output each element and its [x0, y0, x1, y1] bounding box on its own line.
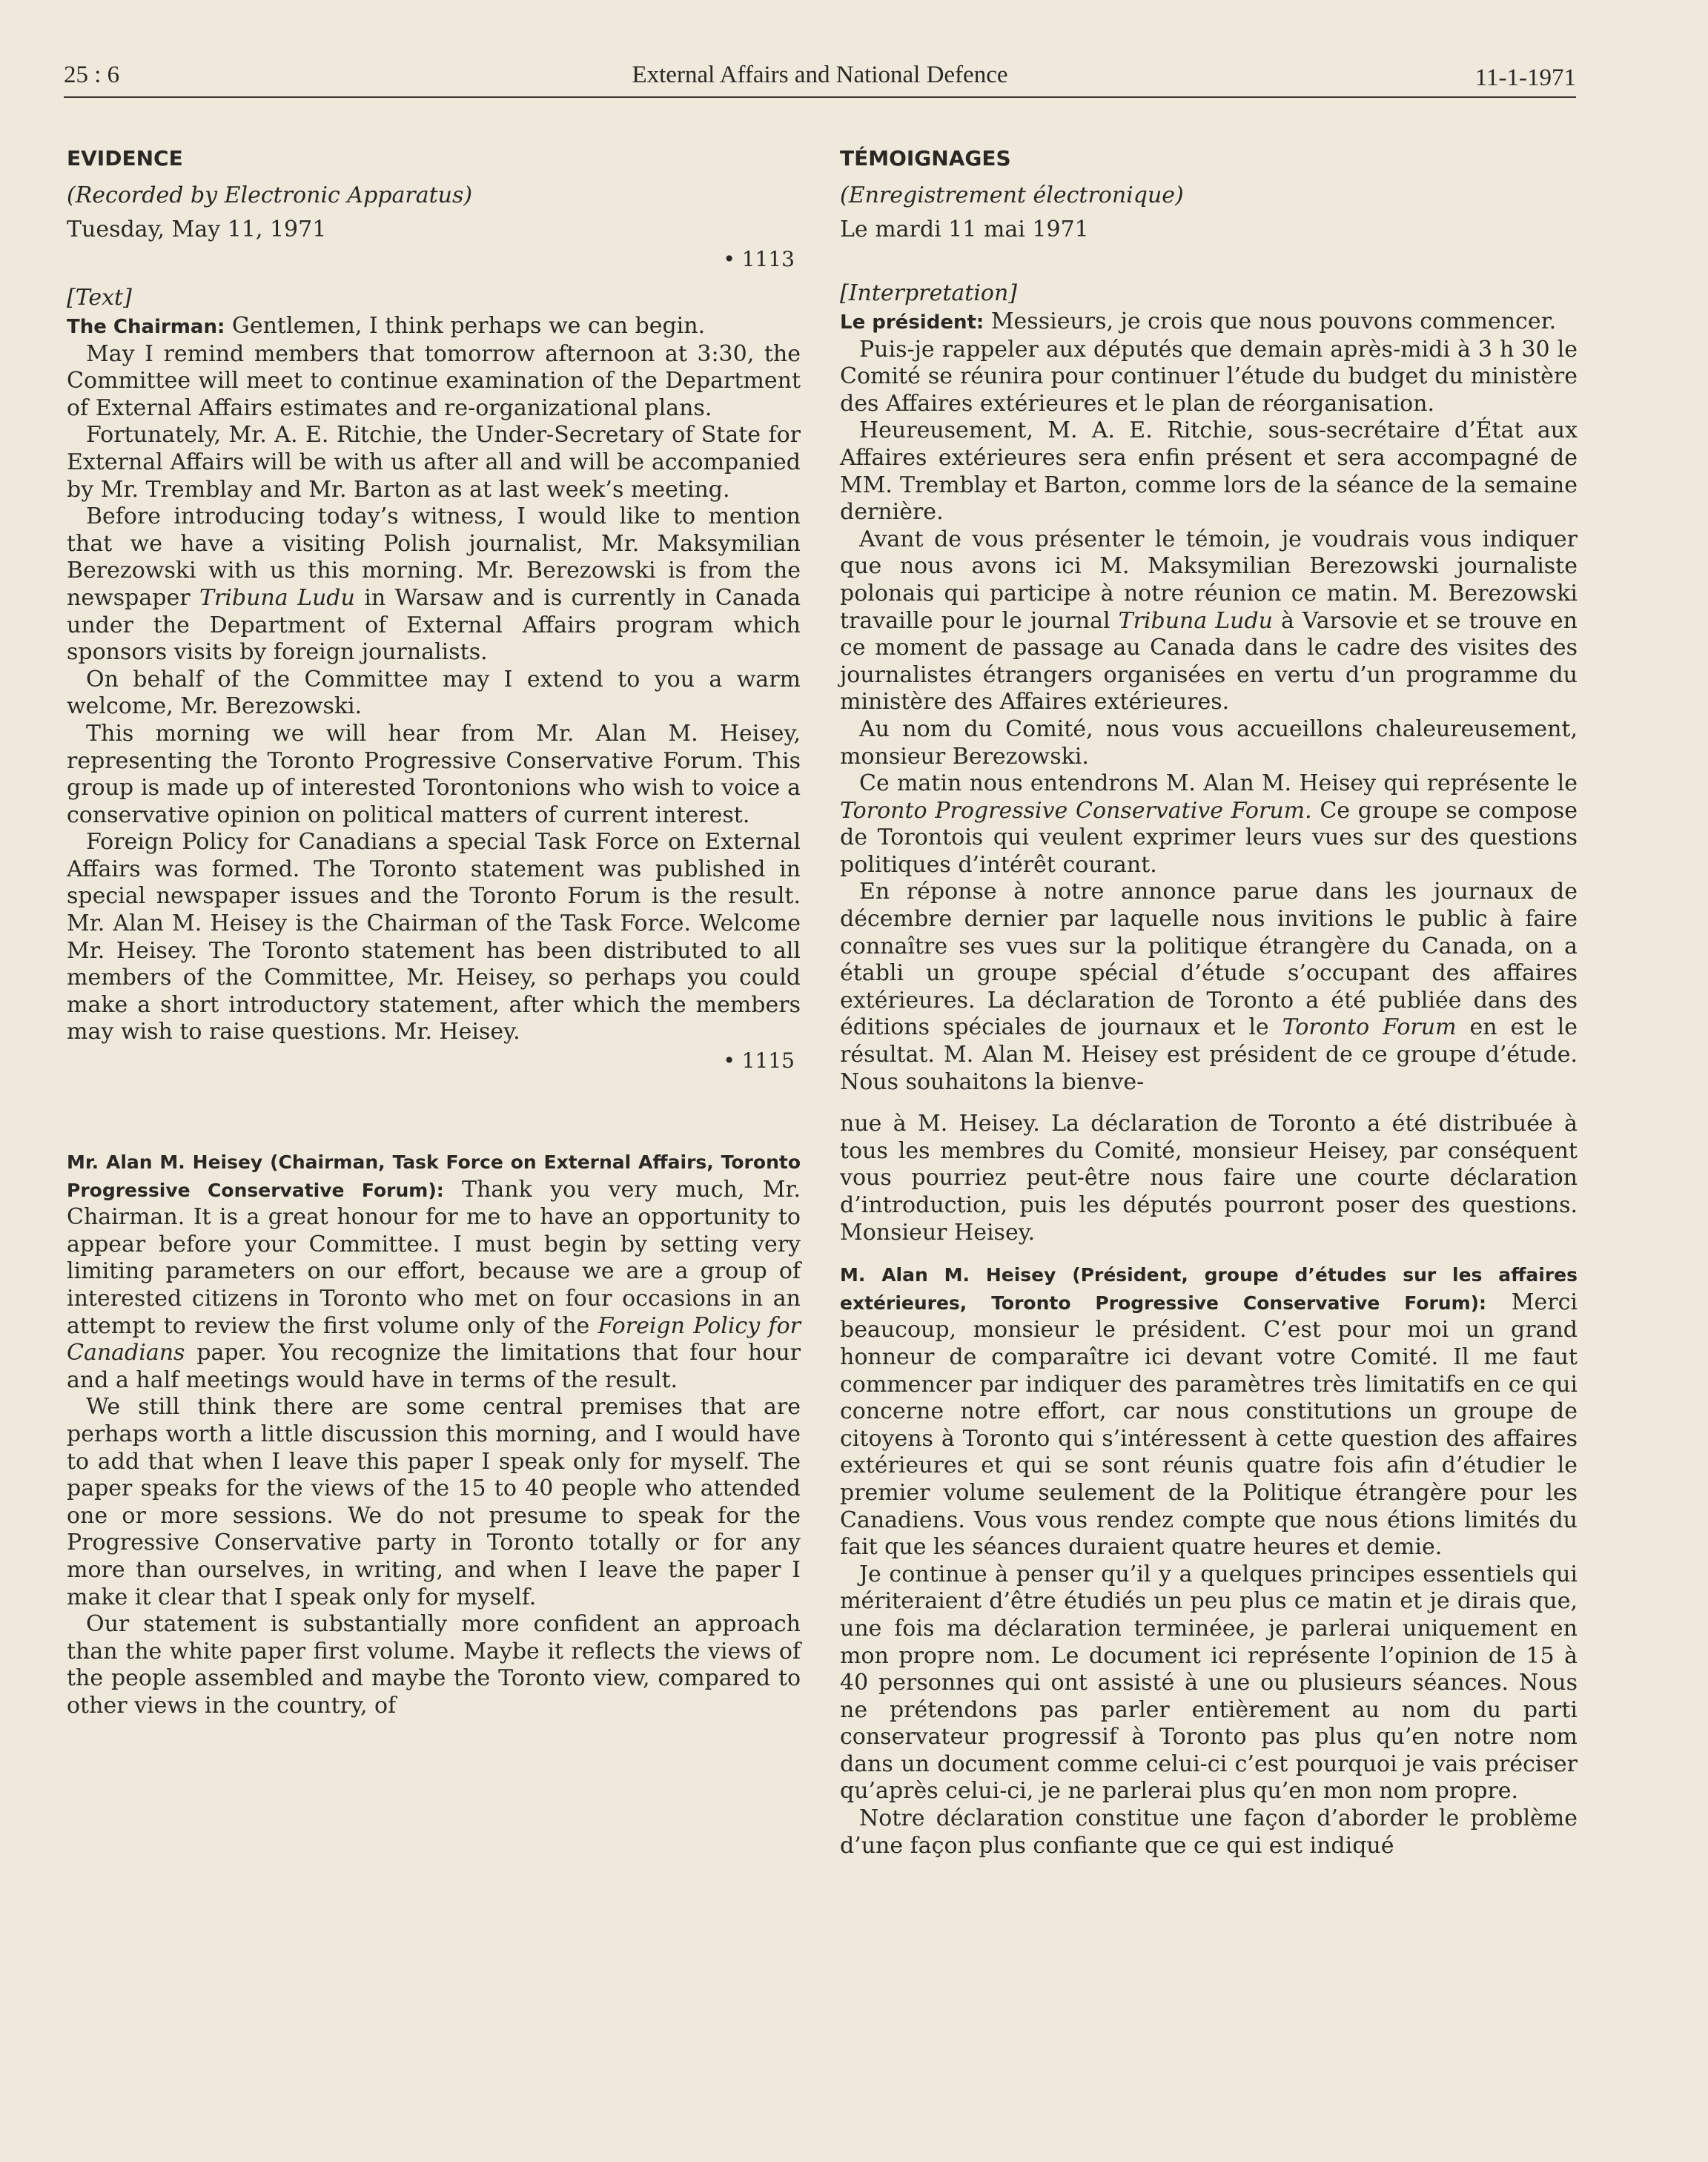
paragraph: Heureusement, M. A. E. Ritchie, sous-secrétaire d’État aux Affaires extérieures sera enfin présent et sera accompagné de MM. Tremblay et Barton, comme lors de la séance de la semaine dernière. [840, 417, 1578, 526]
speaker-label: The Chairman: [67, 316, 225, 338]
hearing-date: Le mardi 11 mai 1971 [840, 216, 1089, 242]
paragraph: Au nom du Comité, nous vous accueillons chaleureusement, monsieur Berezowski. [840, 715, 1578, 770]
paragraph: Fortunately, Mr. A. E. Ritchie, the Under-Secretary of State for External Affairs will be with us after all and will be accompanied by Mr. Tremblay and Mr. Barton as at last week’s meeting. [67, 422, 801, 503]
evidence-heading: EVIDENCE [67, 146, 183, 171]
paragraph: Puis-je rappeler aux députés que demain après-midi à 3 h 30 le Comité se réunira pour continuer l’étude du budget du ministère des Affaires extérieures et le plan de réorganisation. [840, 336, 1578, 417]
speaker-label: Le président: [840, 311, 984, 334]
paragraph: We still think there are some central premises that are perhaps worth a little discussion this morning, and I would have to add that when I leave this paper I speak only for myself. The paper speaks for the views of the 15 to 40 people who attended one or more sessions. We do not presume to speak for the Progressive Conservative party in Toronto totally or for any more than ourselves, in writing, and when I leave the paper I make it clear that I speak only for myself. [67, 1394, 801, 1610]
timestamp-1113: • 1113 [723, 247, 795, 271]
speaker-label: Mr. Alan M. Heisey (Chairman, Task Force on External Affairs, Toronto Progressive Conservative Forum): [67, 1151, 801, 1201]
spacer [840, 1246, 1578, 1261]
paragraph: Mr. Alan M. Heisey (Chairman, Task Force on External Affairs, Toronto Progressive Conservative Forum): Thank you very much, Mr. Chairman. It is a great honour for me to have an opportunity to appear before your Committee. I must begin by setting very limiting parameters on our effort, because we are a group of interested citizens in Toronto who met on four occasions in an attempt to review the first volume only of the Foreign Policy for Canadians paper. You recognize the limitations that four hour and a half meetings would have in terms of the result. [67, 1151, 801, 1393]
temoignages-heading: TÉMOIGNAGES [840, 146, 1011, 171]
paragraph: Foreign Policy for Canadians a special Task Force on External Affairs was formed. The Toronto statement was published in special newspaper issues and the Toronto Forum is the result. Mr. Alan M. Heisey is the Chairman of the Task Force. Welcome Mr. Heisey. The Toronto statement has been distributed to all members of the Committee, Mr. Heisey, so perhaps you could make a short introductory statement, after which the members may wish to raise questions. Mr. Heisey. [67, 829, 801, 1045]
language-tag: [Text] [67, 285, 132, 311]
paragraph: This morning we will hear from Mr. Alan M. Heisey, representing the Toronto Progressive Conservative Forum. This group is made up of interested Torontonions who wish to voice a conservative opinion on political matters of current interest. [67, 720, 801, 828]
paragraph: M. Alan M. Heisey (Président, groupe d’études sur les affaires extérieures, Toronto Progressive Conservative Forum): Merci beaucoup, monsieur le président. C’est pour moi un grand honneur de comparaître ici devant votre Comité. Il me faut commencer par indiquer des paramètres très limitatifs en ce qui concerne notre effort, car nous constitutions un groupe de citoyens à Toronto qui s’intéressent à cette question des affaires extérieures et qui se sont réunis quatre fois afin d’étudier le premier volume seulement de la Politique étrangère pour les Canadiens. Vous vous rendez compte que nous étions limités du fait que les séances duraient quatre heures et demie. [840, 1264, 1578, 1561]
paragraph: nue à M. Heisey. La déclaration de Toronto a été distribuée à tous les membres du Comité, monsieur Heisey, par conséquent vous pourriez peut-être nous faire une courte déclaration d’introduction, puis les députés pourront poser des questions. Monsieur Heisey. [840, 1111, 1578, 1246]
timestamp-1115: • 1115 [723, 1048, 795, 1074]
recording-note: (Enregistrement électronique) [840, 182, 1184, 208]
recording-note: (Recorded by Electronic Apparatus) [67, 182, 473, 208]
paragraph: On behalf of the Committee may I extend to you a warm welcome, Mr. Berezowski. [67, 666, 801, 720]
paragraph: Le président: Messieurs, je crois que nous pouvons commencer. [840, 308, 1557, 334]
paragraph: Our statement is substantially more confident an approach than the white paper first volume. Maybe it reflects the views of the people assembled and maybe the Toronto view, compared to other views in the country, of [67, 1611, 801, 1719]
paragraph: Before introducing today’s witness, I would like to mention that we have a visiting Polish journalist, Mr. Maksymilian Berezowski with us this morning. Mr. Berezowski is from the newspaper Tribuna Ludu in Warsaw and is currently in Canada under the Department of External Affairs program which sponsors visits by foreign journalists. [67, 503, 801, 666]
paragraph: Avant de vous présenter le témoin, je voudrais vous indiquer que nous avons ici M. Maksymilian Berezowski journaliste polonais qui participe à notre réunion ce matin. M. Berezowski travaille pour le journal Tribuna Ludu à Varsovie et se trouve en ce moment de passage au Canada dans le cadre des visites des journalistes étrangers organisées en vertu d’un programme du ministère des Affaires extérieures. [840, 526, 1578, 715]
paragraph: En réponse à notre annonce parue dans les journaux de décembre dernier par laquelle nous invitions le public à faire connaître ses vues sur la politique étrangère du Canada, on a établi un groupe spécial d’étude s’occupant des affaires extérieures. La déclaration de Toronto a été publiée dans des éditions spéciales de journaux et le Toronto Forum en est le résultat. M. Alan M. Heisey est président de ce groupe d’étude. Nous souhaitons la bienve- [840, 879, 1578, 1095]
paragraph: Notre déclaration constitue une façon d’aborder le problème d’une façon plus confiante que ce qui est indiqué [840, 1805, 1578, 1859]
paragraph: May I remind members that tomorrow afternoon at 3:30, the Committee will meet to continue examination of the Department of External Affairs estimates and re-organizational plans. [67, 340, 801, 421]
hearing-date: Tuesday, May 11, 1971 [67, 216, 327, 242]
paragraph: Ce matin nous entendrons M. Alan M. Heisey qui représente le Toronto Progressive Conservative Forum. Ce groupe se compose de Torontois qui veulent exprimer leurs vues sur des questions politiques d’intérêt courant. [840, 770, 1578, 878]
running-head [64, 58, 1576, 98]
paragraph: The Chairman: Gentlemen, I think perhaps we can begin. [67, 313, 706, 339]
running-date: 11-1-1971 [1474, 65, 1576, 91]
paragraph: Je continue à penser qu’il y a quelques principes essentiels qui mériteraient d’être étudiés un peu plus ce matin et je dirais que, une fois ma déclaration terminéee, je parlerai uniquement en mon propre nom. Le document ici représente l’opinion de 15 à 40 personnes qui ont assisté à une ou plusieurs séances. Nous ne prétendons pas parler entièrement au nom du parti conservateur progressif à Toronto pas plus qu’en notre nom dans un document comme celui-ci c’est pourquoi je vais préciser qu’après celui-ci, je ne parlerai plus qu’en mon nom propre. [840, 1561, 1578, 1805]
english-column [67, 145, 801, 1720]
page-number: 25 : 6 [64, 62, 120, 88]
running-title: External Affairs and National Defence [632, 62, 1008, 88]
speaker-label: M. Alan M. Heisey (Président, groupe d’études sur les affaires extérieures, Toronto Progressive Conservative Forum): [840, 1264, 1578, 1314]
spacer [840, 245, 1578, 270]
language-tag: [Interpretation] [840, 280, 1018, 306]
spacer [840, 1096, 1578, 1111]
spacer [67, 1076, 801, 1148]
french-column [840, 145, 1578, 1859]
